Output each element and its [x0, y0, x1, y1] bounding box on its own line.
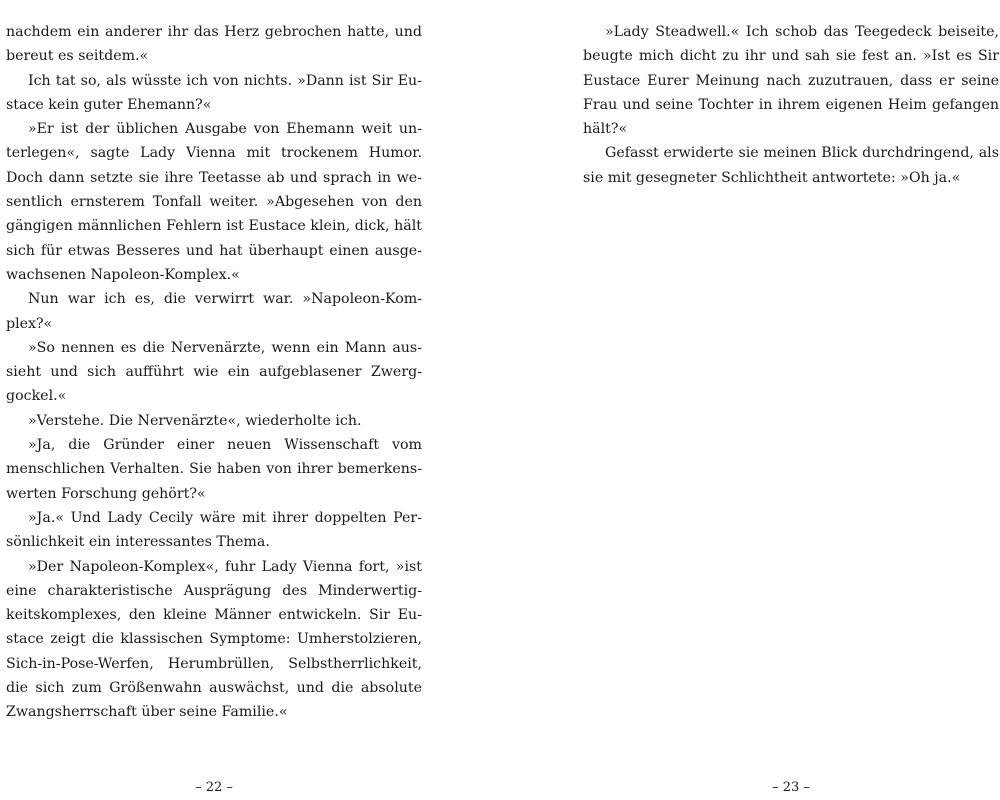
paragraph: »Der Napoleon-Komplex«, fuhr Lady Vienna fort, »ist eine charakteristische Ausprägung des Minderwertigkeitskomplexes, den kleine Männer entwickeln. Sir Eustace zeigt die klassischen Symptome: Umherstolzieren, Sich-in-Pose-Werfen, Herumbrüllen, Selbstherrlichkeit, die sich zum Größenwahn auswächst, und die absolute Zwangsherrschaft über seine Familie.« — [6, 558, 422, 721]
paragraph: Gefasst erwiderte sie meinen Blick durchdringend, als sie mit gesegneter Schlichtheit antwortete: »Oh ja.« — [583, 145, 999, 186]
page-number-right: – 23 – — [772, 780, 810, 795]
paragraph: »Verstehe. Die Nervenärzte«, wiederholte ich. — [28, 412, 362, 429]
left-page-text — [6, 20, 422, 725]
paragraph: Ich tat so, als wüsste ich von nichts. »Dann ist Sir Eustace kein guter Ehemann?« — [6, 72, 422, 113]
paragraph: »Ja.« Und Lady Cecily wäre mit ihrer doppelten Persönlichkeit ein interessantes Thema. — [6, 509, 422, 551]
right-page — [583, 20, 999, 795]
paragraph: Nun war ich es, die verwirrt war. »Napoleon-Komplex?« — [6, 291, 422, 332]
paragraph: »Er ist der üblichen Ausgabe von Ehemann weit unterlegen«, sagte Lady Vienna mit trockenem Humor. Doch dann setzte sie ihre Teetasse ab und sprach in wesentlich ernsterem Tonfall weiter. »Abgesehen von den gängigen männlichen Fehlern ist Eustace klein, dick, hält sich für etwas Besseres und hat überhaupt einen ausgewachsenen Napoleon-Komplex.« — [6, 121, 422, 283]
paragraph: »So nennen es die Nervenärzte, wenn ein Mann aussieht und sich aufführt wie ein aufgeblasener Zwerggockel.« — [6, 339, 422, 405]
paragraph: nachdem ein anderer ihr das Herz gebrochen hatte, und bereut es seitdem.« — [6, 24, 422, 65]
page-number-left: – 22 – — [195, 780, 233, 795]
left-page — [6, 20, 422, 795]
right-page-text — [583, 20, 999, 190]
paragraph: »Ja, die Gründer einer neuen Wissenschaft vom menschlichen Verhalten. Sie haben von ihrer bemerkenswerten Forschung gehört?« — [6, 437, 422, 502]
paragraph: »Lady Steadwell.« Ich schob das Teegedeck beiseite, beugte mich dicht zu ihr und sah sie fest an. »Ist es Sir Eustace Eurer Meinung nach zuzutrauen, dass er seine Frau und seine Tochter in ihrem eigenen Heim gefangen hält?« — [583, 24, 999, 138]
